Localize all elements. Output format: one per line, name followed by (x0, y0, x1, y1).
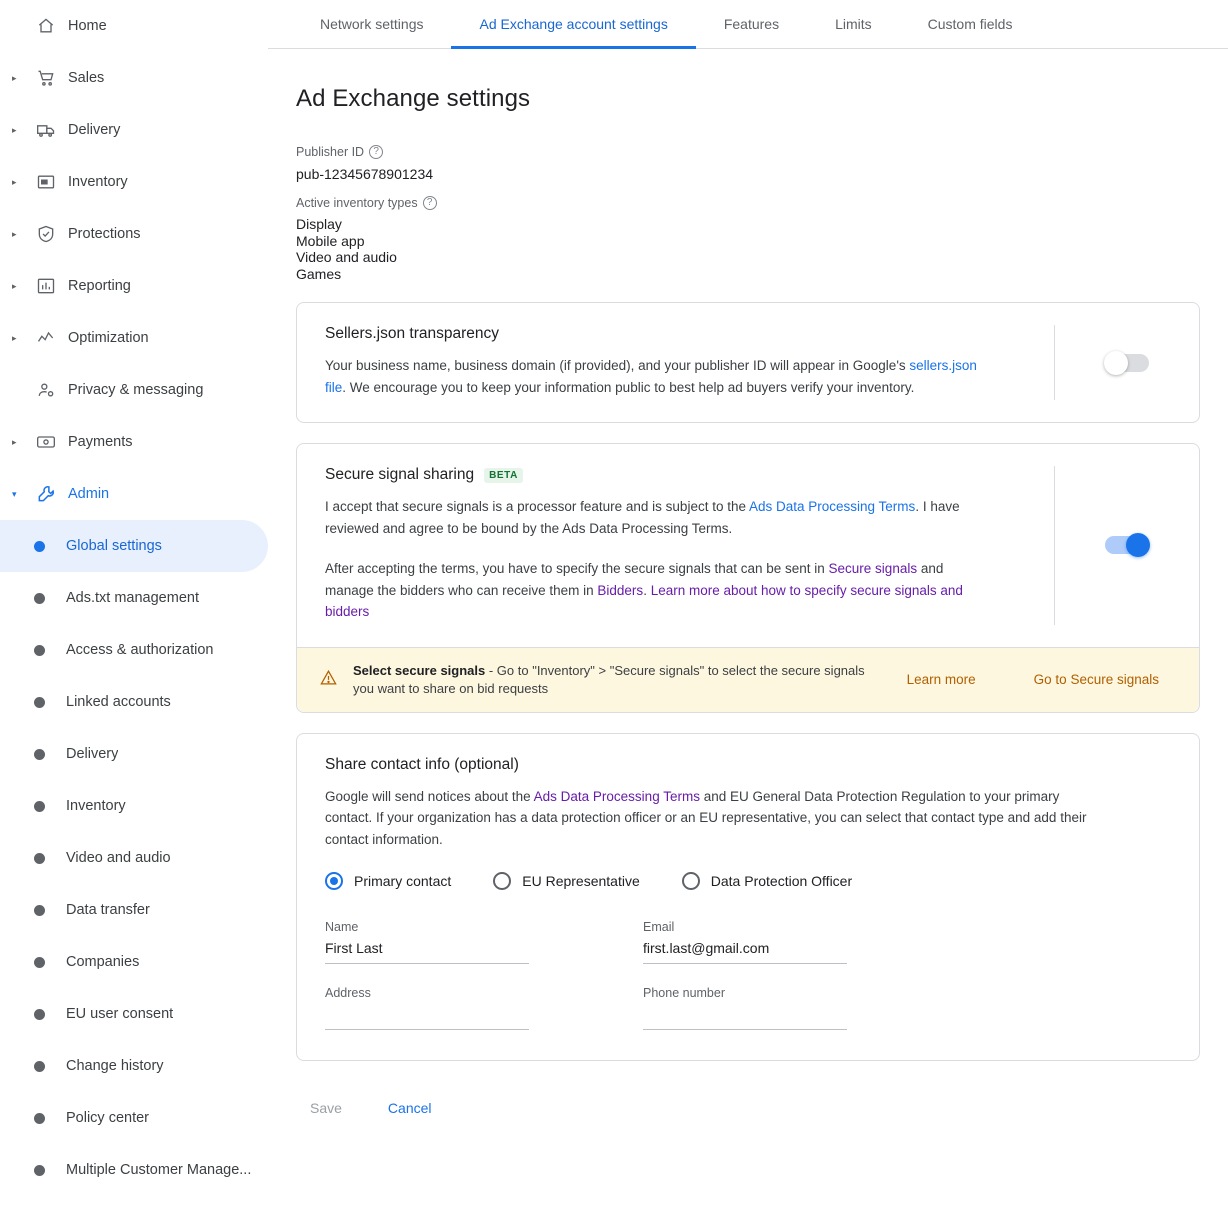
notice-title: Select secure signals (353, 662, 486, 678)
radio-label: Data Protection Officer (710, 873, 853, 889)
sidebar-item-ads-txt-management[interactable] (0, 572, 268, 624)
secure-signal-p2-b: and manage the bidders who can receive them in (325, 561, 944, 598)
contact-fields (325, 920, 1175, 1052)
beta-badge: BETA (484, 468, 523, 483)
publisher-id-value: pub-12345678901234 (296, 166, 434, 182)
sidebar-subitem-label: Change history (66, 1058, 164, 1074)
contact-p-b: and EU General Data Protection Regulation to your primary contact. If your organization has a data protection officer or an EU representative, you can select that contact type and add their contact information. (325, 788, 1087, 847)
field-phone-number (643, 986, 847, 1030)
chevron-right-icon[interactable]: ▸ (12, 72, 17, 83)
cart-icon (26, 68, 66, 88)
sidebar-item-inventory-admin[interactable] (0, 780, 268, 832)
sidebar-item-admin[interactable] (0, 468, 268, 520)
sellers-json-text-1: Your business name, business domain (if provided), and your publisher ID will appear in Google's (325, 358, 910, 373)
radio-label: EU Representative (522, 873, 640, 889)
ads-data-processing-terms-link[interactable]: Ads Data Processing Terms (748, 499, 916, 514)
bullet-icon (12, 593, 66, 604)
sidebar-item-global-settings[interactable] (0, 520, 268, 572)
contact-heading-text: Share contact info (optional) (325, 755, 519, 773)
sidebar-item-protections[interactable] (0, 208, 268, 260)
inventory-type: Mobile app (296, 232, 365, 249)
notice-rest: - Go to "Inventory" > "Secure signals" to select the secure signals you want to share on bid requests (353, 662, 865, 696)
shield-check-icon (26, 224, 66, 244)
email-input[interactable]: first.last@gmail.com (643, 934, 847, 964)
sidebar-item-label: Admin (68, 486, 110, 502)
inventory-type: Video and audio (296, 249, 397, 265)
sidebar-item-reporting[interactable] (0, 260, 268, 312)
notice-go-to-secure-signals-link[interactable]: Go to Secure signals (1033, 672, 1159, 687)
chevron-right-icon[interactable]: ▸ (12, 124, 17, 135)
tab-features[interactable]: Features (723, 16, 780, 32)
bullet-icon (12, 645, 66, 656)
sellers-json-description (325, 355, 990, 398)
sidebar-subitem-label: Inventory (66, 798, 126, 814)
secure-signal-p1-b: . I have reviewed and agree to be bound by the Ads Data Processing Terms. (325, 499, 960, 536)
learn-more-secure-signals-link[interactable]: Learn more about how to specify secure signals and bidders (325, 582, 963, 619)
home-icon (26, 16, 66, 36)
tab-bar (268, 0, 1228, 49)
inventory-type: Display (296, 216, 342, 232)
chevron-right-icon[interactable]: ▸ (12, 436, 17, 447)
bullet-icon (12, 853, 66, 864)
sidebar-subitem-label: Multiple Customer Manage... (66, 1162, 252, 1178)
bullet-icon (12, 697, 66, 708)
sidebar-subitem-label: Delivery (66, 746, 119, 762)
sidebar-item-linked-accounts[interactable] (0, 676, 268, 728)
sidebar-subitem-label: EU user consent (66, 1006, 174, 1022)
field-label: Email (643, 920, 675, 934)
notice-learn-more-link[interactable]: Learn more (906, 672, 976, 687)
sidebar-item-label: Delivery (68, 122, 121, 138)
tab-ad-exchange-account-settings[interactable]: Ad Exchange account settings (451, 0, 695, 49)
sellers-json-toggle-cell (1054, 325, 1199, 400)
contact-heading (325, 756, 1175, 774)
sidebar-item-data-transfer[interactable] (0, 884, 268, 936)
address-input[interactable] (325, 1000, 529, 1030)
sidebar-subitem-label: Video and audio (66, 850, 171, 866)
bidders-link[interactable]: Bidders (597, 582, 644, 598)
share-contact-info-card (296, 733, 1200, 1062)
page-title: Ad Exchange settings (296, 85, 531, 112)
secure-signal-heading-text: Secure signal sharing (325, 466, 475, 483)
radio-indicator[interactable] (493, 872, 511, 890)
secure-signal-toggle[interactable] (1105, 536, 1149, 554)
active-inventory-label-row (296, 196, 1228, 210)
sidebar-item-label: Reporting (68, 278, 131, 294)
sidebar-item-optimization[interactable] (0, 312, 268, 364)
secure-signal-heading (325, 466, 1030, 484)
phone-number-input[interactable] (643, 1000, 847, 1030)
field-label: Name (325, 920, 359, 934)
form-actions (268, 1061, 1228, 1125)
radio-indicator[interactable] (682, 872, 700, 890)
bullet-icon (12, 1165, 66, 1176)
sidebar-item-sales[interactable] (0, 52, 268, 104)
help-icon[interactable]: ? (369, 145, 383, 159)
sidebar-item-label: Sales (68, 70, 105, 86)
sidebar-item-multiple-customer-management[interactable] (0, 1144, 268, 1196)
inventory-icon (26, 172, 66, 192)
sidebar-subitem-label: Global settings (66, 538, 162, 554)
bullet-icon (12, 905, 66, 916)
publisher-id-label-row (296, 145, 1228, 159)
secure-signal-paragraph-2 (325, 558, 990, 623)
toggle-knob (1104, 351, 1128, 375)
truck-icon (26, 120, 66, 140)
chevron-right-icon[interactable]: ▸ (12, 280, 17, 291)
sidebar-item-label: Optimization (68, 330, 149, 346)
sidebar-subitem-label: Companies (66, 954, 140, 970)
secure-signals-notice (297, 647, 1199, 712)
sidebar-item-label: Protections (68, 226, 141, 242)
tab-limits[interactable]: Limits (835, 16, 872, 32)
person-gear-icon (26, 380, 66, 400)
sidebar-item-change-history[interactable] (0, 1040, 268, 1092)
tab-network-settings[interactable]: Network settings (320, 16, 424, 32)
radio-label: Primary contact (354, 873, 452, 889)
field-email (643, 920, 847, 964)
sidebar-subitem-label: Data transfer (66, 902, 150, 918)
sidebar-item-eu-user-consent[interactable] (0, 988, 268, 1040)
radio-primary-contact[interactable] (325, 872, 451, 890)
account-meta (268, 113, 1228, 282)
field-label: Address (325, 986, 371, 1000)
bullet-icon (12, 749, 66, 760)
secure-signal-toggle-cell (1054, 466, 1199, 625)
chevron-right-icon[interactable]: ▸ (12, 228, 17, 239)
save-button[interactable]: Save (310, 1100, 342, 1116)
bullet-icon (12, 1009, 66, 1020)
sidebar-item-delivery[interactable] (0, 104, 268, 156)
sidebar-item-delivery-admin[interactable] (0, 728, 268, 780)
bullet-icon (12, 801, 66, 812)
sidebar-item-label: Inventory (68, 174, 128, 190)
contact-type-radio-group (325, 872, 1175, 890)
secure-signal-p1-a: I accept that secure signals is a processor feature and is subject to the (325, 499, 749, 514)
sidebar-item-privacy-messaging[interactable] (0, 364, 268, 416)
publisher-id-label: Publisher ID (296, 145, 365, 159)
name-input[interactable]: First Last (325, 934, 529, 964)
sidebar (0, 0, 268, 1222)
sidebar-subitem-label: Linked accounts (66, 694, 171, 710)
sidebar-item-payments[interactable] (0, 416, 268, 468)
toggle-knob (1126, 533, 1150, 557)
radio-data-protection-officer[interactable] (682, 872, 852, 890)
secure-signal-paragraph-1 (325, 496, 990, 539)
sidebar-item-label: Payments (68, 434, 133, 450)
sidebar-subitem-label: Policy center (66, 1110, 150, 1126)
sellers-json-text-2: . We encourage you to keep your information public to best help ad buyers verify your inventory. (342, 379, 915, 395)
inventory-type: Games (296, 265, 342, 282)
wrench-icon (26, 484, 66, 504)
cancel-button[interactable]: Cancel (387, 1100, 432, 1116)
bullet-icon (12, 1061, 66, 1072)
chevron-right-icon[interactable]: ▸ (12, 332, 17, 343)
sellers-json-card (296, 302, 1200, 423)
settings-page (268, 49, 1228, 1125)
bar-chart-icon (26, 276, 66, 296)
bullet-icon (12, 1113, 66, 1124)
sidebar-item-access-authorization[interactable] (0, 624, 268, 676)
secure-signal-card (296, 443, 1200, 713)
ads-data-processing-terms-link[interactable]: Ads Data Processing Terms (533, 788, 700, 804)
secure-signals-link[interactable]: Secure signals (828, 561, 918, 576)
secure-signal-p2-a: After accepting the terms, you have to specify the secure signals that can be sent in (325, 561, 829, 576)
sidebar-item-label: Home (68, 18, 107, 34)
sidebar-subitem-label: Access & authorization (66, 642, 214, 658)
field-address (325, 986, 529, 1030)
radio-eu-representative[interactable] (493, 872, 640, 890)
trend-line-icon (26, 328, 66, 348)
payments-icon (26, 432, 66, 452)
bullet-icon (12, 541, 66, 552)
sidebar-subitem-label: Ads.txt management (66, 590, 199, 606)
secure-signal-p2-c: . (643, 582, 651, 598)
notice-text (353, 662, 871, 698)
contact-description (325, 786, 1100, 851)
tab-custom-fields[interactable]: Custom fields (927, 16, 1013, 32)
radio-indicator[interactable] (325, 872, 343, 890)
help-icon[interactable]: ? (423, 196, 437, 210)
sidebar-item-inventory[interactable] (0, 156, 268, 208)
chevron-down-icon[interactable]: ▾ (12, 488, 17, 499)
sellers-json-toggle[interactable] (1105, 354, 1149, 372)
warning-triangle-icon (319, 668, 339, 692)
sidebar-item-label: Privacy & messaging (68, 382, 204, 398)
chevron-right-icon[interactable]: ▸ (12, 176, 17, 187)
sidebar-nav (0, 0, 268, 1196)
sidebar-item-video-and-audio[interactable] (0, 832, 268, 884)
active-inventory-label: Active inventory types (296, 196, 418, 210)
sidebar-item-home[interactable] (0, 0, 268, 52)
sellers-json-heading (325, 325, 1030, 343)
field-name (325, 920, 529, 964)
inventory-types-list (296, 216, 1228, 282)
sidebar-item-companies[interactable] (0, 936, 268, 988)
sidebar-item-policy-center[interactable] (0, 1092, 268, 1144)
field-label: Phone number (643, 986, 726, 1000)
sellers-json-file-link[interactable]: sellers.json file (325, 358, 977, 395)
contact-p-a: Google will send notices about the (325, 788, 534, 804)
sellers-json-heading-text: Sellers.json transparency (325, 325, 500, 342)
main-content (268, 0, 1228, 1222)
bullet-icon (12, 957, 66, 968)
